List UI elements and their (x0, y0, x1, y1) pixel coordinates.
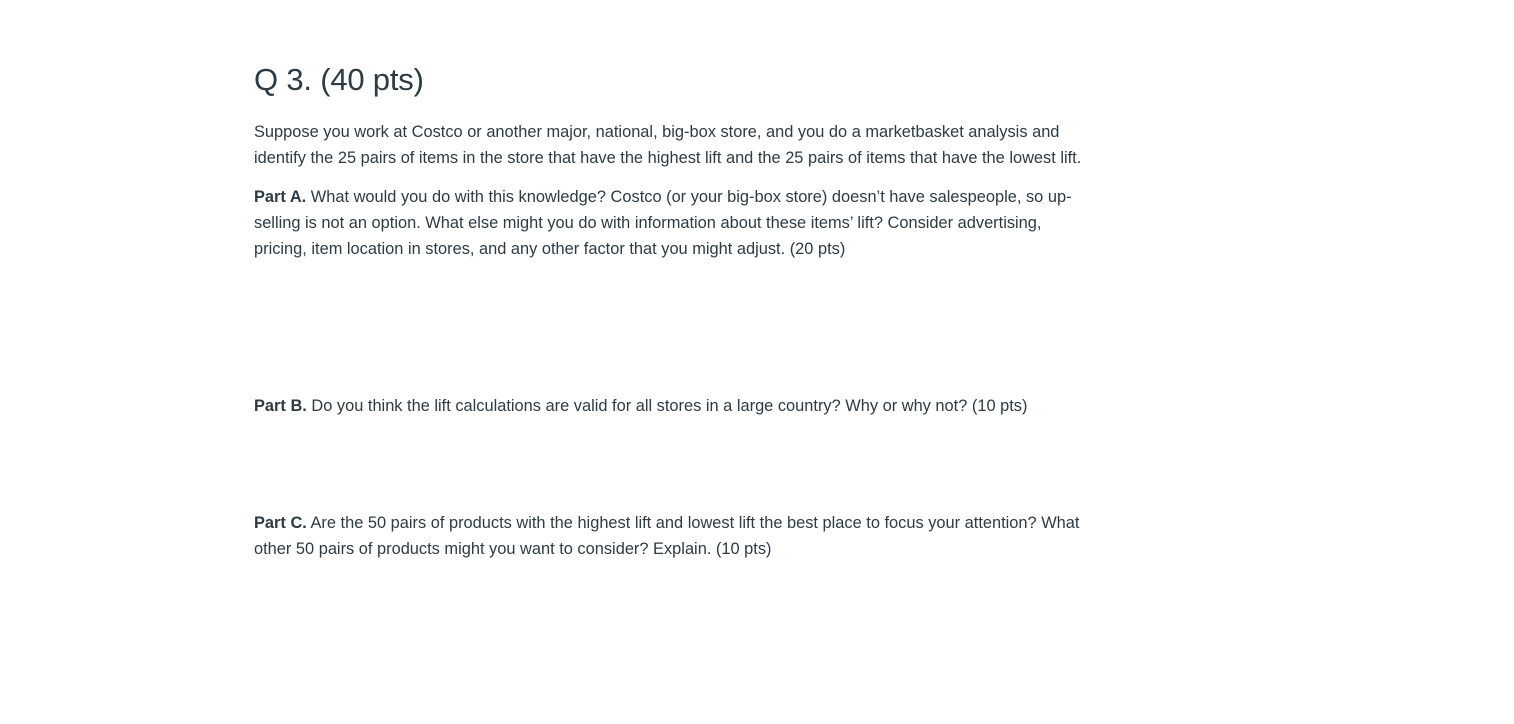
part-b-text: Do you think the lift calculations are valid for all stores in a large country? Why or why not? (10 pts) (306, 397, 1028, 415)
question-title: Q 3. (40 pts) (254, 62, 424, 97)
part-a (254, 184, 1094, 262)
part-a-text: What would you do with this knowledge? Costco (or your big-box store) doesn’t have salespeople, so up-selling is not an option. What else might you do with information about these items’ lift? Consider advertising, pricing, item location in stores, and any other factor that you might adjust. (20 pts) (254, 188, 1072, 258)
part-c (254, 510, 1094, 562)
part-c-label: Part C. (254, 514, 307, 532)
part-c-text: Are the 50 pairs of products with the highest lift and lowest lift the best place to focus your attention? What other 50 pairs of products might you want to consider? Explain. (10 pts) (254, 514, 1080, 558)
part-b (254, 393, 1094, 419)
question-content (254, 58, 1094, 562)
part-b-label: Part B. (254, 397, 307, 415)
part-a-label: Part A. (254, 188, 307, 206)
question-intro: Suppose you work at Costco or another major, national, big-box store, and you do a marketbasket analysis and identify the 25 pairs of items in the store that have the highest lift and the 25 pairs of items that have the lowest lift. (254, 123, 1082, 167)
